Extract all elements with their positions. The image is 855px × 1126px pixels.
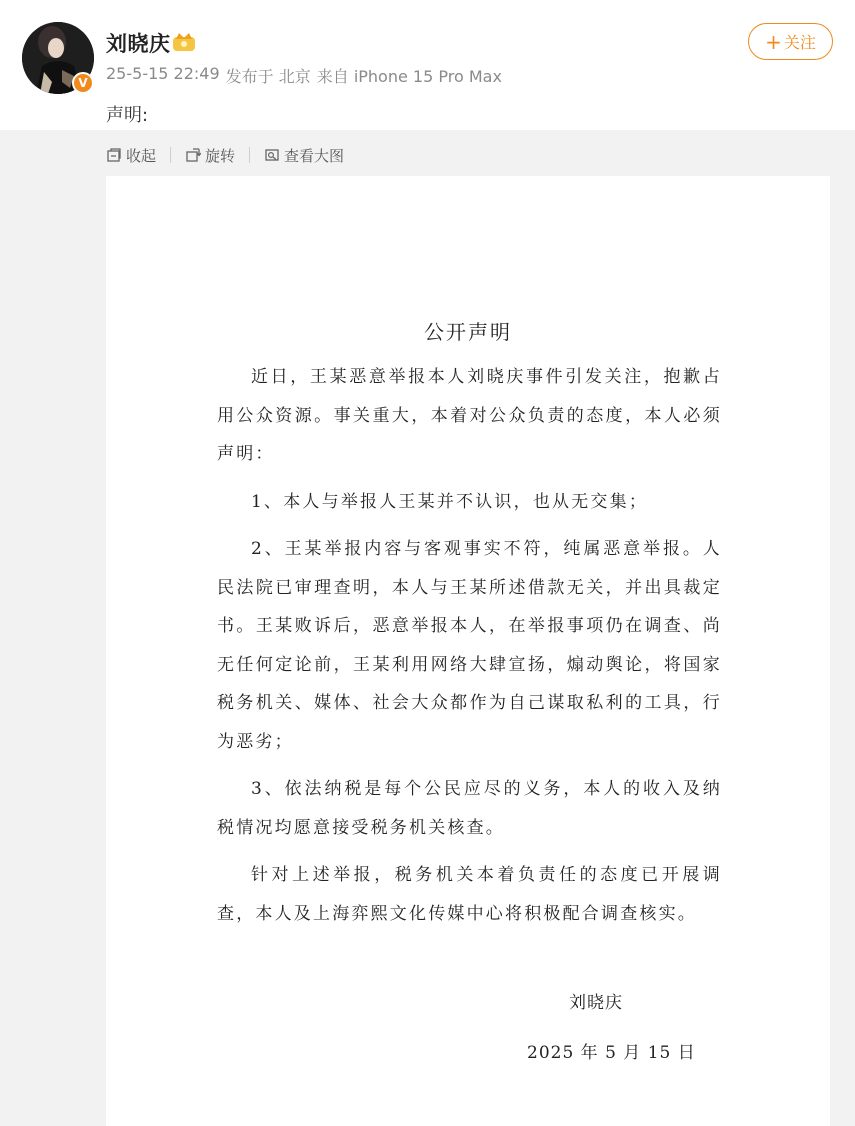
view-large-label: 查看大图 xyxy=(284,146,345,165)
view-large-button[interactable] xyxy=(264,145,344,166)
post-location: 发布于 北京 xyxy=(225,67,311,86)
document-paragraph: 3、依法纳税是每个公民应尽的义务，本人的收入及纳税情况均愿意接受税务机关核查。 xyxy=(217,779,722,838)
post-meta xyxy=(106,64,502,87)
media-toolbar xyxy=(106,144,344,166)
rotate-icon xyxy=(185,147,201,163)
username[interactable]: 刘晓庆 xyxy=(106,32,171,56)
document-title: 公开声明 xyxy=(424,320,512,344)
document-paragraph: 1、本人与举报人王某并不认识，也从无交集； xyxy=(251,491,649,512)
follow-label: 关注 xyxy=(783,33,816,52)
follow-button[interactable] xyxy=(748,23,833,60)
document-signature: 刘晓庆 xyxy=(569,993,623,1013)
document-paragraph: 2、王某举报内容与客观事实不符，纯属恶意举报。人民法院已审理查明，本人与王某所述借款无关，并出具裁定书。王某败诉后，恶意举报本人，在举报事项仍在调查、尚无任何定论前，王某利用网络大肆宣扬，煽动舆论，将国家税务机关、媒体、社会大众都作为自己谋取私利的工具，行为恶劣； xyxy=(217,539,722,752)
document-body xyxy=(217,358,722,942)
view-large-icon xyxy=(264,147,280,163)
media-area xyxy=(0,130,855,1126)
document-paragraph: 近日，王某恶意举报本人刘晓庆事件引发关注，抱歉占用公众资源。事关重大，本着对公众负责的态度，本人必须声明： xyxy=(217,367,722,464)
crown-icon xyxy=(171,30,197,52)
post-device: 来自 iPhone 15 Pro Max xyxy=(316,67,502,86)
statement-image[interactable] xyxy=(106,176,830,1126)
collapse-button[interactable] xyxy=(106,145,156,166)
toolbar-divider xyxy=(170,147,171,163)
document-date: 2025 年 5 月 15 日 xyxy=(527,1043,696,1063)
document-paragraph: 针对上述举报，税务机关本着负责任的态度已开展调查，本人及上海弈熙文化传媒中心将积极配合调查核实。 xyxy=(217,865,722,924)
plus-icon: + xyxy=(765,29,782,54)
rotate-button[interactable] xyxy=(185,145,235,166)
collapse-icon xyxy=(106,147,122,163)
toolbar-divider xyxy=(249,147,250,163)
verified-badge-icon: V xyxy=(72,72,94,94)
collapse-label: 收起 xyxy=(126,146,157,165)
post-time[interactable]: 25-5-15 22:49 xyxy=(106,64,220,83)
rotate-label: 旋转 xyxy=(205,146,236,165)
post-header xyxy=(0,0,855,130)
post-text: 声明: xyxy=(106,105,149,126)
